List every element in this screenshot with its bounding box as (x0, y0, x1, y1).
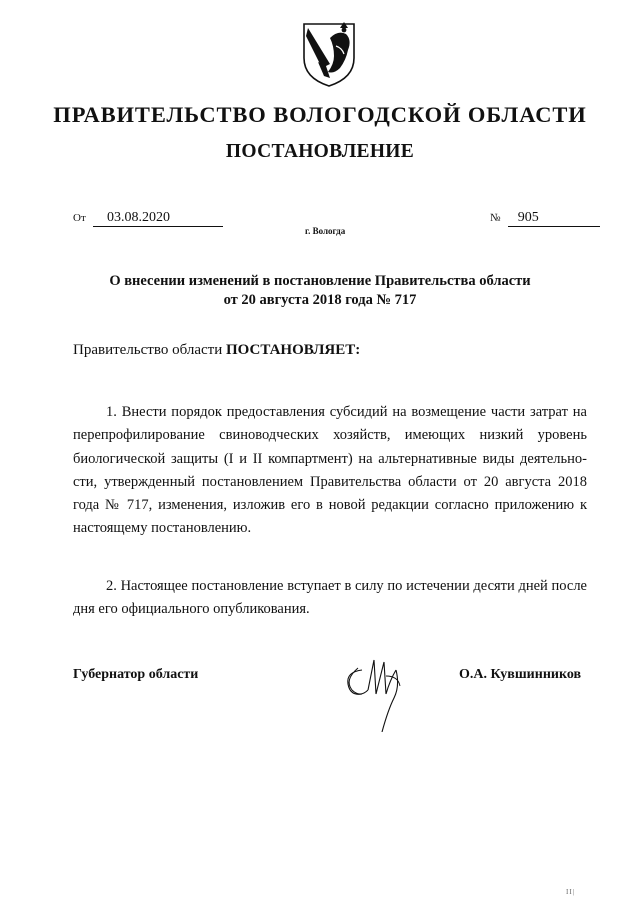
document-number (490, 209, 600, 227)
city-label: г. Вологда (305, 226, 346, 236)
date-value: 03.08.2020 (93, 210, 223, 227)
preamble-emphasis: ПОСТАНОВЛЯЕТ: (225, 342, 361, 358)
org-title: ПРАВИТЕЛЬСТВО ВОЛОГОДСКОЙ ОБЛАСТИ (53, 102, 587, 127)
paragraph-1: 1. Внести порядок предоставления субсидий на возмещение части затрат на перепрофилирование свиноводческих хозяйств, имеющих низкий уровень биологической защиты (I и II компартмент) на альтернативные виды деятельности, утвержденный постановлением Правительства области от 20 августа 2018 года № 717, изменения, изложив его в новой редакции согласно приложению к настоящему постановлению. (73, 404, 587, 537)
paragraph-2: 2. Настоящее постановление вступает в силу по истечении десяти дней после дня его официального опубликования. (73, 578, 587, 618)
preamble (73, 342, 360, 359)
document-subject (60, 272, 580, 310)
document-date (73, 209, 223, 227)
coat-of-arms-emblem (300, 18, 358, 88)
signatory-role: Губернатор области (73, 667, 199, 682)
subject-line-1: О внесении изменений в постановление Правительства области (109, 273, 531, 289)
preamble-text: Правительство области (73, 342, 226, 358)
number-label: № (490, 212, 501, 224)
signatory-name: О.А. Кувшинников (459, 667, 582, 682)
date-label: От (73, 212, 86, 224)
handwritten-signature (340, 650, 410, 732)
document-type: ПОСТАНОВЛЕНИЕ (225, 141, 415, 162)
number-value: 905 (508, 210, 600, 227)
footer-mark: II| (566, 888, 576, 896)
subject-line-2: от 20 августа 2018 года № 717 (223, 292, 417, 308)
